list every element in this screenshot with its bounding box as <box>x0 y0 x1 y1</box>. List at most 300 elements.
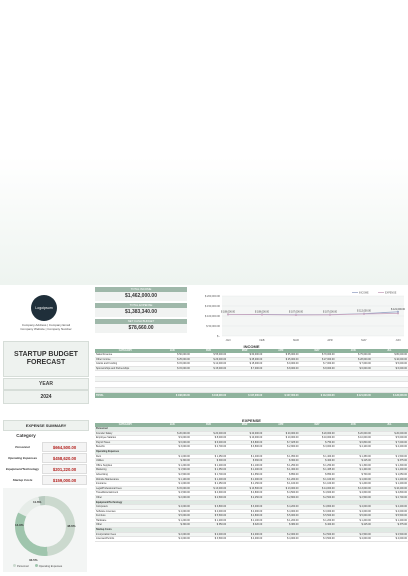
table-cell: $ 4,000.00 <box>214 509 227 513</box>
table-cell: $ 1,050.00 <box>287 454 299 458</box>
table-cell: Furniture <box>96 514 106 518</box>
y-tick-label: $ 100,000.00 <box>204 315 220 318</box>
table-cell: $ 15,000.00 <box>213 366 227 370</box>
point-label: $ 107,000.00 <box>323 310 337 314</box>
table-cell <box>191 450 227 454</box>
table-cell: $ 4,600.00 <box>323 491 335 495</box>
table-cell <box>191 528 227 532</box>
table-cell: $ 2,000.00 <box>178 495 190 499</box>
table-cell: Utilities <box>96 459 104 463</box>
table-cell: $ 8,000.00 <box>287 366 299 370</box>
table-cell: $ 300.00 <box>180 459 190 463</box>
income-expense-chart <box>192 290 408 344</box>
table-cell <box>227 528 263 532</box>
table-cell: $ 13,000.00 <box>358 486 371 490</box>
summary-category: Equipment/Technology <box>3 464 42 474</box>
column-header: FEB <box>206 349 211 352</box>
table-cell <box>155 371 191 375</box>
table-cell: $ 3,500.00 <box>214 537 227 541</box>
table-cell: $ 1,400.00 <box>214 477 227 481</box>
logo-text: Logoipsum <box>35 306 53 310</box>
data-point <box>363 313 365 315</box>
table-cell: $ 1,150.00 <box>250 482 263 486</box>
table-cell: $ 4,200.00 <box>287 505 299 509</box>
table-cell <box>299 377 335 381</box>
table-cell <box>191 427 227 431</box>
table-cell: $ 2,500.00 <box>359 495 371 499</box>
table-cell: Computers <box>96 505 108 509</box>
table-cell: $ 1,460.00 <box>287 468 299 472</box>
table-cell: Software Licenses <box>96 509 116 513</box>
total-cell: $ 112,000.00 <box>320 393 335 397</box>
table-cell: $ 4,500.00 <box>178 491 190 495</box>
point-label: $ 112,000.00 <box>357 309 371 313</box>
total-cell: $ 107,000.00 <box>284 393 299 397</box>
table-cell <box>372 427 408 431</box>
table-cell: $ 10,000.00 <box>249 436 263 440</box>
table-cell: $ 1,200.00 <box>323 518 335 522</box>
table-cell: $ 4,100.00 <box>359 445 371 449</box>
table-cell: $ 400.00 <box>325 459 335 463</box>
table-cell: $ 8,000.00 <box>214 436 227 440</box>
table-cell <box>227 382 263 386</box>
table-cell: $ 360.00 <box>289 459 299 463</box>
table-cell <box>227 388 263 392</box>
summary-category: Personnel <box>3 442 42 452</box>
table-cell: $ 1,000.00 <box>178 454 190 458</box>
table-cell: $ 1,200.00 <box>395 482 407 486</box>
table-cell: $ 6,000.00 <box>359 366 371 370</box>
table-cell: $ 1,650.00 <box>250 472 263 476</box>
table-cell: $ 2,500.00 <box>323 532 335 536</box>
column-header: APR <box>278 423 284 426</box>
table-cell: $ 15,000.00 <box>249 362 263 366</box>
table-cell: $ 80,000.00 <box>394 353 407 356</box>
table-cell: $ 4,000.00 <box>287 537 299 541</box>
legend-personnel: Personnel <box>13 564 29 568</box>
point-label: $ 108,000.00 <box>255 310 269 314</box>
table-cell: $ 350.00 <box>216 523 227 527</box>
table-cell: $ 20,000.00 <box>358 431 371 435</box>
table-cell <box>155 388 191 392</box>
column-header: CATEGORY <box>118 349 132 352</box>
table-cell <box>336 501 372 505</box>
table-cell <box>227 427 263 431</box>
total-label: NET CASH BUDGET <box>95 319 187 324</box>
table-cell <box>263 427 299 431</box>
table-cell: $ 5,000.00 <box>395 362 407 366</box>
summary-amount: $201,220.00 <box>42 464 87 474</box>
table-cell: $ 2,500.00 <box>323 495 335 499</box>
table-cell <box>227 501 263 505</box>
total-cell: $ 107,000.00 <box>248 393 263 397</box>
table-cell <box>299 427 335 431</box>
table-cell <box>263 450 299 454</box>
table-cell: $ 50,000.00 <box>177 353 190 356</box>
table-cell: $ 1,000.00 <box>178 482 190 486</box>
data-point <box>227 313 229 315</box>
table-cell: $ 1,200.00 <box>287 477 299 481</box>
table-cell: Operating Expenses <box>96 449 120 453</box>
table-cell: $ 12,000.00 <box>213 362 227 366</box>
table-cell: $ 2,900.00 <box>287 445 299 449</box>
table-cell: $ 2,800.00 <box>287 495 299 499</box>
table-cell <box>299 450 335 454</box>
table-cell <box>227 450 263 454</box>
table-cell: $ 15,000.00 <box>177 486 190 490</box>
table-cell: $ 20,000.00 <box>285 431 299 435</box>
table-cell: $ 2,500.00 <box>395 532 407 536</box>
column-header: MAR <box>241 349 248 352</box>
table-cell: $ 15,000.00 <box>177 362 190 366</box>
table-cell: $ 5,000.00 <box>359 514 371 518</box>
x-tick-label: JAN <box>225 339 231 342</box>
table-cell: Sales Revenue <box>96 353 113 356</box>
column-header: JUL <box>387 423 392 426</box>
table-cell: $ 13,500.00 <box>249 486 263 490</box>
y-tick-label: $ - <box>216 335 220 338</box>
expense-pie-chart <box>3 488 87 572</box>
table-cell: $ 1,700.00 <box>214 472 227 476</box>
table-cell: $ 7,000.00 <box>323 362 335 366</box>
table-cell: $ 1,465.00 <box>323 468 335 472</box>
table-cell: $ 1,250.00 <box>214 454 227 458</box>
table-cell: $ 2,500.00 <box>359 532 371 536</box>
table-cell <box>372 377 408 381</box>
table-cell: $ 4,000.00 <box>359 505 371 509</box>
table-cell: $ 3,800.00 <box>250 445 263 449</box>
total-label: TOTAL INCOME <box>95 287 187 292</box>
table-cell: $ 20,000.00 <box>321 431 335 435</box>
table-cell: $ 1,100.00 <box>323 482 335 486</box>
table-cell: Marketing <box>96 468 107 472</box>
table-cell: Other <box>96 495 102 499</box>
table-cell: $ 5,500.00 <box>395 514 407 518</box>
table-cell: $ 1,100.00 <box>287 482 299 486</box>
table-cell: $ 4,800.00 <box>395 491 407 495</box>
table-cell: $ 5,500.00 <box>323 514 335 518</box>
column-header: MAY <box>314 423 320 426</box>
table-cell: Equipment/Technology <box>96 500 123 504</box>
total-box <box>95 319 187 333</box>
column-header: JUN <box>350 349 356 352</box>
expense-title: EXPENSE <box>242 418 261 423</box>
total-cell: TOTAL <box>96 393 104 397</box>
column-header: JAN <box>169 423 175 426</box>
table-cell: $ 1,200.00 <box>178 518 190 522</box>
table-cell: $ 1,200.00 <box>214 463 227 467</box>
table-cell: $ 1,300.00 <box>395 463 407 467</box>
table-cell <box>336 450 372 454</box>
table-cell: $ 1,200.00 <box>178 463 190 467</box>
total-value: $1,462,000.00 <box>95 292 187 301</box>
total-box <box>95 287 187 301</box>
company-website-line: Company Website | Company Number <box>20 327 72 331</box>
table-cell: $ 25,000.00 <box>249 357 263 361</box>
total-cell: $ 121,000.00 <box>356 393 371 397</box>
table-cell <box>155 501 191 505</box>
total-cell: $ 108,000.00 <box>175 393 190 397</box>
table-cell: $ 25,000.00 <box>177 357 190 361</box>
table-cell: $ 20,000.00 <box>177 431 190 435</box>
table-cell: $ 4,000.00 <box>359 509 371 513</box>
table-cell <box>191 377 227 381</box>
table-cell: $ 2,000.00 <box>250 532 263 536</box>
table-cell: $ 300.00 <box>180 523 190 527</box>
table-cell: $ 10,000.00 <box>285 436 299 440</box>
table-cell: $ 4,000.00 <box>395 537 407 541</box>
summary-row <box>3 453 87 463</box>
table-cell: Advertising <box>96 472 108 476</box>
table-cell <box>95 382 155 386</box>
table-cell: Other <box>96 523 102 527</box>
table-cell: $ 1,000.00 <box>250 477 263 481</box>
table-cell: $ 5,000.00 <box>395 436 407 440</box>
income-title: INCOME <box>243 344 260 349</box>
x-tick-label: APR <box>327 339 333 342</box>
left-panel <box>0 285 92 576</box>
table-cell <box>336 377 372 381</box>
column-header: JUL <box>387 349 392 352</box>
pie-label-personnel: 48.6% <box>67 524 76 528</box>
table-cell: $ 380.00 <box>289 523 299 527</box>
pie-label-startup: 11.6% <box>33 500 42 504</box>
table-cell: $ 4,000.00 <box>178 505 190 509</box>
table-cell: $ 2,500.00 <box>178 472 190 476</box>
table-cell: $ 375.00 <box>397 523 407 527</box>
table-cell: $ 28,000.00 <box>358 357 371 361</box>
table-cell: $ 1,200.00 <box>214 518 227 522</box>
point-label: $ 107,000.00 <box>289 310 303 314</box>
table-cell: Grants and Funding <box>96 362 118 366</box>
table-cell: $ 1,100.00 <box>178 477 190 481</box>
data-point <box>261 314 263 316</box>
table-cell: Travel/Entertainment <box>96 491 119 495</box>
table-cell: Founder Salary <box>96 431 113 435</box>
table-cell: Sponsorships and Partnerships <box>96 366 130 370</box>
table-cell: $ 1,400.00 <box>250 454 263 458</box>
table-cell <box>155 382 191 386</box>
summary-amount: $159,000.00 <box>42 475 87 485</box>
year-label: YEAR <box>3 378 89 390</box>
table-cell: $ 1,200.00 <box>395 518 407 522</box>
pie-label-equipment: 14.9% <box>15 523 24 527</box>
table-cell: $ 70,000.00 <box>321 353 335 356</box>
expense-table <box>95 418 408 542</box>
table-cell: $ 4,800.00 <box>250 514 263 518</box>
company-logo <box>31 295 57 321</box>
table-cell: $ 25,000.00 <box>285 357 299 361</box>
table-cell <box>95 377 155 381</box>
table-row <box>95 537 408 542</box>
point-label: $ 108,000.00 <box>221 310 235 314</box>
table-cell: $ 850.00 <box>325 472 335 476</box>
expense-summary-title: EXPENSE SUMMARY <box>3 420 89 431</box>
table-cell <box>227 371 263 375</box>
table-cell: $ 20,000.00 <box>394 431 407 435</box>
table-cell: $ 4,200.00 <box>395 445 407 449</box>
table-cell: Benefits <box>96 445 105 449</box>
table-cell <box>372 501 408 505</box>
legend-operating: Operating Expenses <box>35 564 63 568</box>
table-cell <box>336 427 372 431</box>
table-cell: $ 700.00 <box>361 472 371 476</box>
table-cell: $ 13,000.00 <box>213 486 227 490</box>
pie-hole <box>24 505 66 547</box>
table-cell: $ 9,000.00 <box>178 436 190 440</box>
table-cell: Incorporation Fees <box>96 532 116 536</box>
data-point <box>329 314 331 316</box>
table-cell: $ 1,500.00 <box>395 454 407 458</box>
table-cell <box>227 377 263 381</box>
table-cell: $ 2,250.00 <box>250 495 263 499</box>
pie-legend <box>13 564 62 568</box>
table-cell <box>299 501 335 505</box>
table-cell: Payroll Taxes <box>96 440 111 444</box>
table-cell: $ 1,250.00 <box>287 463 299 467</box>
y-tick-label: $ 150,000.00 <box>204 305 220 308</box>
table-cell <box>263 377 299 381</box>
table-cell <box>263 501 299 505</box>
table-cell: $ 6,000.00 <box>395 366 407 370</box>
table-cell: $ 2,000.00 <box>178 532 190 536</box>
table-cell <box>372 382 408 386</box>
table-cell: Office Supplies <box>96 463 113 467</box>
table-cell: $ 8,000.00 <box>323 366 335 370</box>
table-cell: $ 3,000.00 <box>323 445 335 449</box>
y-tick-label: $ 50,000.00 <box>206 325 220 328</box>
table-cell: $ 3,000.00 <box>323 509 335 513</box>
table-cell <box>299 382 335 386</box>
table-cell: $ 7,025.00 <box>287 440 299 444</box>
table-cell <box>155 528 191 532</box>
table-cell: $ 65,000.00 <box>285 353 299 356</box>
table-cell: $ 7,000.00 <box>359 362 371 366</box>
table-cell: Personnel <box>96 427 108 430</box>
table-cell: $ 2,700.00 <box>395 495 407 499</box>
table-cell: Employee Salaries <box>96 436 116 440</box>
table-cell <box>191 501 227 505</box>
table-cell <box>336 528 372 532</box>
table-cell: $ 4,000.00 <box>395 509 407 513</box>
table-cell: $ 4,800.00 <box>250 491 263 495</box>
table-cell: $ 1,400.00 <box>323 454 335 458</box>
table-cell: $ 1,200.00 <box>395 477 407 481</box>
year-value[interactable]: 2024 <box>3 390 89 404</box>
summary-row <box>3 464 87 474</box>
table-cell: $ 4,000.00 <box>250 537 263 541</box>
table-cell: $ 1,300.00 <box>359 463 371 467</box>
table-cell: Insurance <box>96 482 107 486</box>
income-total-row <box>95 393 408 398</box>
table-cell: $ 1,100.00 <box>250 518 263 522</box>
table-cell <box>336 382 372 386</box>
column-header: MAY <box>314 349 320 352</box>
table-cell: $ 1,450.00 <box>359 454 371 458</box>
table-cell: $ 1,100.00 <box>323 477 335 481</box>
table-cell <box>263 382 299 386</box>
table-cell: Other Income <box>96 357 111 361</box>
table-cell: Legal/Professional Fees <box>96 486 122 490</box>
table-cell: $ 3,000.00 <box>178 445 190 449</box>
table-cell: $ 5,500.00 <box>214 514 227 518</box>
table-cell <box>372 450 408 454</box>
table-cell: $ 1,200.00 <box>287 518 299 522</box>
table-cell: $ 1,200.00 <box>359 518 371 522</box>
column-header: CATEGORY <box>118 423 132 426</box>
income-table <box>95 344 408 398</box>
table-cell: $ 16,200.00 <box>394 486 407 490</box>
table-cell: $ 13,000.00 <box>285 486 299 490</box>
table-cell <box>155 377 191 381</box>
legend-label: EXPENSE <box>385 291 397 295</box>
table-cell <box>191 371 227 375</box>
table-cell: $ 7,000.00 <box>395 440 407 444</box>
company-address-line: Company Address | Company Email <box>21 323 71 327</box>
table-cell: $ 400.00 <box>325 523 335 527</box>
document-title <box>3 341 89 377</box>
table-cell: $ 1,250.00 <box>323 463 335 467</box>
table-cell: $ 4,500.00 <box>287 491 299 495</box>
table-cell: $ 10,000.00 <box>394 357 407 361</box>
table-cell: $ 415.00 <box>361 523 371 527</box>
table-cell: $ 4,000.00 <box>178 509 190 513</box>
table-cell: $ 2,000.00 <box>287 532 299 536</box>
total-value: $78,660.00 <box>95 324 187 333</box>
table-cell <box>95 388 155 392</box>
summary-row <box>3 475 87 485</box>
table-cell: $ 1,000.00 <box>359 477 371 481</box>
page-background <box>0 0 408 285</box>
column-header: JUN <box>350 423 356 426</box>
table-cell <box>372 388 408 392</box>
table-cell: $ 20,000.00 <box>213 431 227 435</box>
table-cell: $ 6,800.00 <box>250 440 263 444</box>
x-tick-label: JUN <box>395 339 401 342</box>
table-cell: $ 1,400.00 <box>359 468 371 472</box>
total-box <box>95 303 187 317</box>
table-cell: $ 850.00 <box>289 472 299 476</box>
table-cell: $ 15,000.00 <box>177 366 190 370</box>
x-tick-label: MAY <box>361 339 367 342</box>
pie-label-operating: 33.5% <box>29 558 38 562</box>
table-cell: $ 1,400.00 <box>395 468 407 472</box>
table-cell: $ 3,800.00 <box>214 505 227 509</box>
table-cell: $ 6,000.00 <box>178 440 190 444</box>
title-line-2: FORECAST <box>26 359 66 366</box>
table-cell: Hardware <box>96 518 107 522</box>
budget-sheet <box>0 285 408 576</box>
table-cell: $ 55,000.00 <box>213 353 227 356</box>
summary-category: Startup Costs <box>3 475 42 485</box>
y-tick-label: $ 200,000.00 <box>204 295 220 298</box>
table-cell: $ 2,500.00 <box>214 495 227 499</box>
table-cell <box>263 388 299 392</box>
table-cell: $ 5,000.00 <box>287 514 299 518</box>
table-cell <box>95 371 155 375</box>
column-header: JAN <box>169 349 175 352</box>
table-cell: $ 4,000.00 <box>287 509 299 513</box>
table-cell: $ 4,000.00 <box>250 509 263 513</box>
table-cell: $ 1,100.00 <box>250 463 263 467</box>
summary-row <box>3 442 87 452</box>
table-cell: $ 10,000.00 <box>321 436 335 440</box>
data-point <box>397 312 399 314</box>
table-cell: $ 360.00 <box>252 459 263 463</box>
table-cell: $ 300.00 <box>216 459 227 463</box>
table-cell: $ 9,000.00 <box>287 362 299 366</box>
table-cell <box>372 371 408 375</box>
